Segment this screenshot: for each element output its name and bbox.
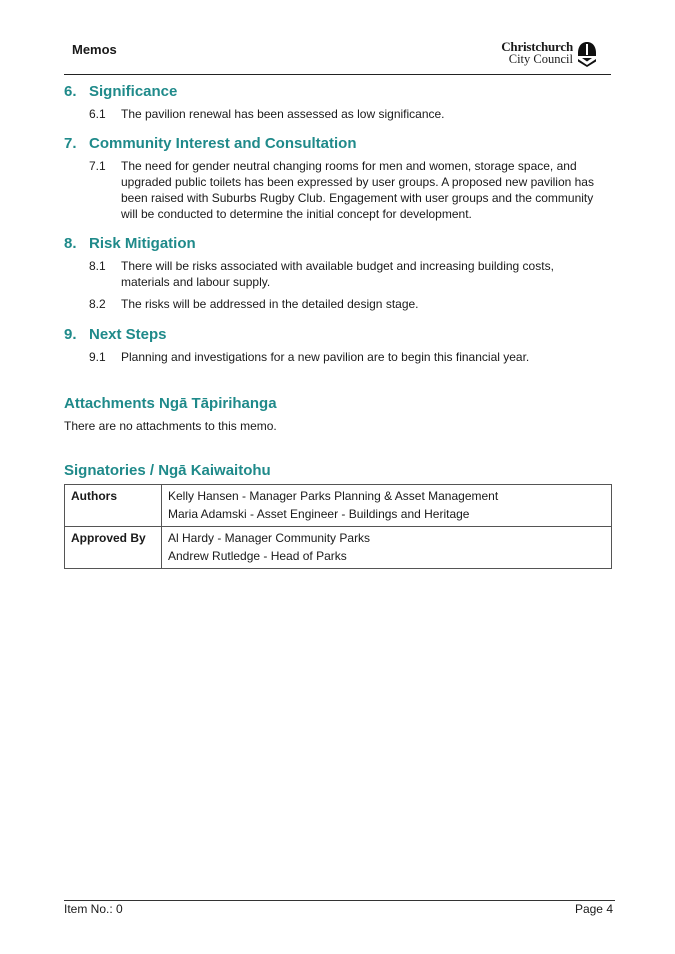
signatories-section bbox=[64, 461, 612, 481]
section-community-interest bbox=[64, 134, 612, 222]
logo-line1: Christchurch bbox=[501, 39, 573, 54]
section-risk-mitigation bbox=[64, 234, 612, 312]
table-row bbox=[65, 527, 612, 569]
section-heading bbox=[64, 234, 612, 254]
attachments-section bbox=[64, 394, 612, 434]
section-heading bbox=[64, 325, 612, 345]
item-number: Item No.: 0 bbox=[64, 902, 123, 916]
signatory-name: Kelly Hansen - Manager Parks Planning & Asset Management bbox=[168, 489, 499, 503]
page-number: Page 4 bbox=[574, 902, 613, 916]
paragraph bbox=[64, 158, 612, 222]
section-significance bbox=[64, 82, 612, 122]
council-logo bbox=[501, 41, 598, 67]
signatory-name: Al Hardy - Manager Community Parks bbox=[168, 531, 371, 545]
section-next-steps bbox=[64, 325, 612, 365]
row-names bbox=[162, 485, 612, 527]
paragraph-text: Planning and investigations for a new pavilion are to begin this financial year. bbox=[121, 350, 530, 364]
section-number: 7. bbox=[64, 135, 77, 152]
section-number: 6. bbox=[64, 83, 77, 100]
section-title: Significance bbox=[89, 83, 178, 100]
signatories-heading: Signatories / Ngā Kaiwaitohu bbox=[64, 462, 271, 479]
signatory-name: Maria Adamski - Asset Engineer - Buildings and Heritage bbox=[168, 507, 470, 521]
paragraph-number: 6.1 bbox=[89, 107, 106, 121]
signatory-name: Andrew Rutledge - Head of Parks bbox=[168, 549, 347, 563]
paragraph-number: 8.2 bbox=[89, 297, 106, 311]
section-heading bbox=[64, 134, 612, 154]
header-title: Memos bbox=[72, 42, 117, 57]
paragraph bbox=[64, 296, 612, 312]
row-label: Authors bbox=[65, 485, 162, 527]
row-names bbox=[162, 527, 612, 569]
paragraph-text: The risks will be addressed in the detailed design stage. bbox=[121, 297, 419, 311]
paragraph bbox=[64, 349, 612, 365]
section-title: Risk Mitigation bbox=[89, 235, 196, 252]
paragraph-number: 9.1 bbox=[89, 350, 106, 364]
logo-line2: City Council bbox=[508, 52, 573, 66]
page-footer bbox=[64, 900, 615, 916]
section-number: 8. bbox=[64, 235, 77, 252]
paragraph-number: 7.1 bbox=[89, 159, 106, 173]
paragraph-number: 8.1 bbox=[89, 259, 106, 273]
table-row bbox=[65, 485, 612, 527]
attachments-text: There are no attachments to this memo. bbox=[64, 419, 277, 433]
paragraph-text: The need for gender neutral changing rooms for men and women, storage space, and upgraded public toilets has been expressed by user groups. A proposed new pavilion has been raised with Suburbs Rugby Club. Engagement with user groups and the community will be conducted to determine the initial concept for development. bbox=[121, 159, 594, 221]
cathedral-logo-icon bbox=[576, 41, 598, 67]
paragraph bbox=[64, 258, 612, 290]
section-title: Community Interest and Consultation bbox=[89, 135, 357, 152]
section-heading bbox=[64, 82, 612, 102]
row-label: Approved By bbox=[65, 527, 162, 569]
paragraph bbox=[64, 106, 612, 122]
paragraph-text: There will be risks associated with available budget and increasing building costs, materials and labour supply. bbox=[121, 259, 554, 289]
paragraph-text: The pavilion renewal has been assessed as low significance. bbox=[121, 107, 445, 121]
signatories-table bbox=[64, 484, 612, 569]
page-header bbox=[64, 38, 611, 75]
section-number: 9. bbox=[64, 326, 77, 343]
section-title: Next Steps bbox=[89, 326, 167, 343]
attachments-heading: Attachments Ngā Tāpirihanga bbox=[64, 395, 277, 412]
